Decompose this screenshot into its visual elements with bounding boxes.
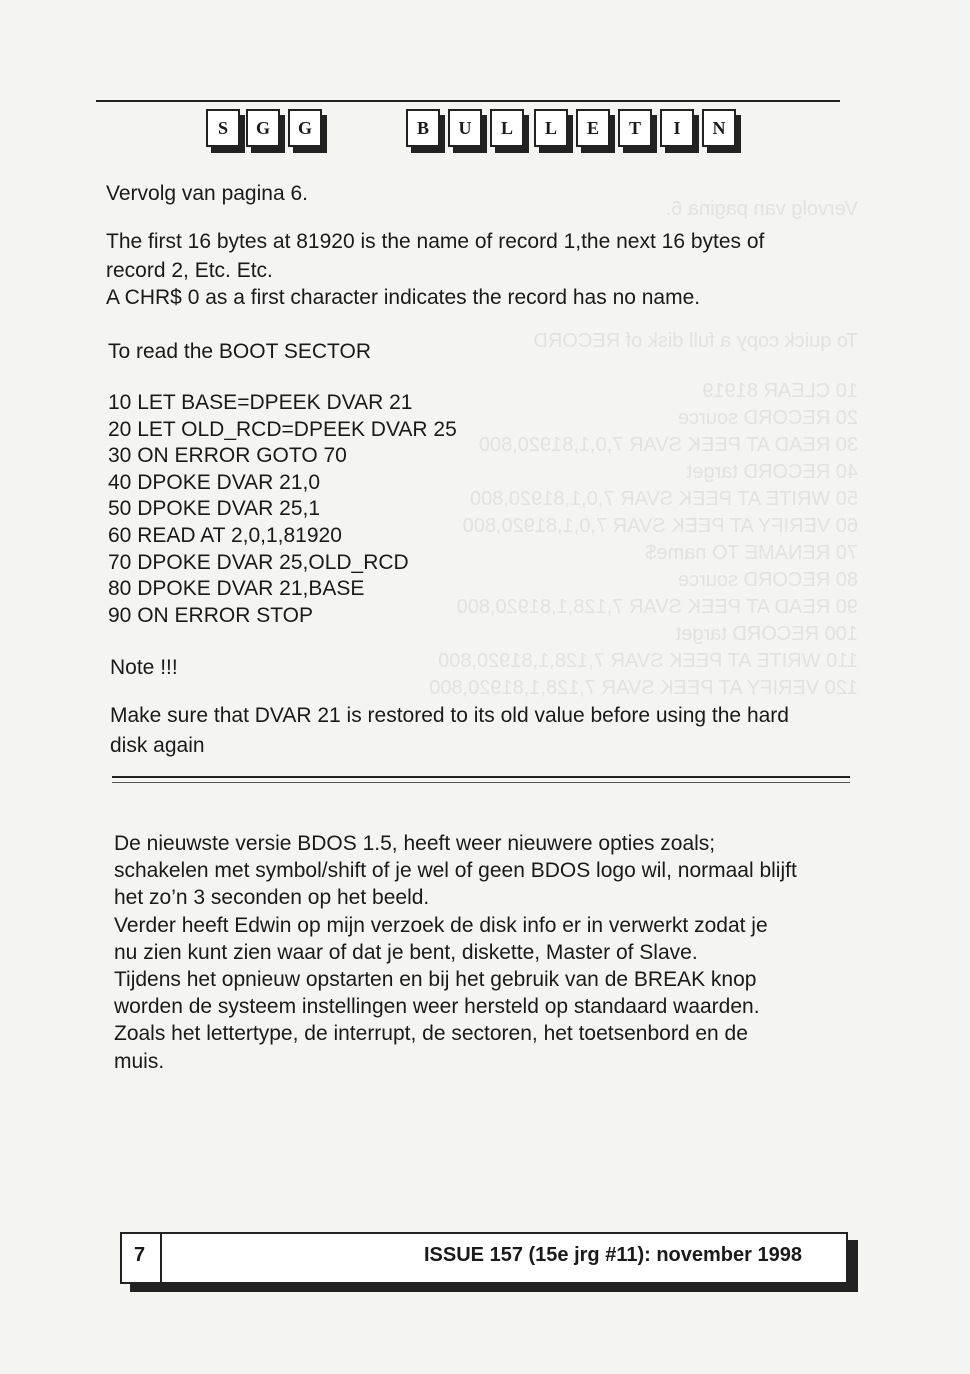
bleed-line: To quick copy a full disk of RECORD [533, 330, 858, 352]
bleed-line: 30 READ AT PEEK SVAR 7,0,1,81920,800 [478, 434, 858, 456]
note-heading: Note !!! [110, 656, 178, 679]
intro-line: Vervolg van pagina 6. [106, 182, 308, 205]
code-line: 90 ON ERROR STOP [108, 603, 313, 627]
footer-divider [160, 1234, 162, 1282]
code-line: 20 LET OLD_RCD=DPEEK DVAR 25 [108, 417, 457, 441]
warning-line1: Make sure that DVAR 21 is restored to its old value before using the hard [110, 704, 789, 727]
section-divider-thin [112, 782, 850, 783]
bleed-line: 10 CLEAR 81919 [702, 380, 858, 402]
masthead-letter-bulletin-6: I [660, 109, 694, 147]
para1-line1: The first 16 bytes at 81920 is the name of record 1,the next 16 bytes of [106, 230, 765, 253]
masthead [0, 103, 970, 163]
section-divider [112, 776, 850, 778]
masthead-letter-bulletin-0: B [406, 109, 440, 147]
code-line: 70 DPOKE DVAR 25,OLD_RCD [108, 550, 409, 574]
dutch-line: Tijdens het opnieuw opstarten en bij het gebruik van de BREAK knop [114, 968, 757, 991]
bleed-line: 40 RECORD target [686, 461, 858, 483]
bleed-line: 20 RECORD source [677, 407, 858, 429]
bleed-line: 80 RECORD source [677, 569, 858, 591]
para1-line3: A CHR$ 0 as a first character indicates the record has no name. [106, 286, 701, 309]
code-line: 50 DPOKE DVAR 25,1 [108, 497, 321, 521]
dutch-line: schakelen met symbol/shift of je wel of geen BDOS logo wil, normaal blijft [114, 859, 797, 883]
bleed-line: 110 WRITE AT PEEK SVAR 7,128,1,81920,800 [438, 650, 858, 672]
masthead-letter-bulletin-2: L [490, 109, 524, 147]
bleed-line: 50 WRITE AT PEEK SVAR 7,0,1,81920,800 [470, 488, 858, 510]
dutch-line: Zoals het lettertype, de interrupt, de sectoren, het toetsenbord en de [114, 1022, 748, 1046]
masthead-letter-sgg-1: G [246, 109, 280, 147]
masthead-letter-bulletin-7: N [702, 109, 736, 147]
bleed-line: 120 VERIFY AT PEEK SVAR 7,128,1,81920,800 [429, 677, 858, 699]
boot-heading: To read the BOOT SECTOR [108, 340, 371, 363]
masthead-letter-bulletin-5: T [618, 109, 652, 147]
dutch-line: nu zien kunt zien waar of dat je bent, diskette, Master of Slave. [114, 940, 698, 964]
issue-label: ISSUE 157 (15e jrg #11): november 1998 [424, 1244, 802, 1266]
header-rule [96, 100, 840, 102]
masthead-letter-bulletin-4: E [576, 109, 610, 147]
warning-line2: disk again [110, 734, 205, 757]
bleed-line: 100 RECORD target [675, 623, 858, 645]
code-line: 80 DPOKE DVAR 21,BASE [108, 577, 365, 601]
code-line: 40 DPOKE DVAR 21,0 [108, 470, 321, 494]
footer-box [120, 1232, 848, 1284]
page-number: 7 [134, 1244, 146, 1266]
dutch-line: worden de systeem instellingen weer hersteld op standaard waarden. [114, 995, 760, 1019]
dutch-line: Verder heeft Edwin op mijn verzoek de disk info er in verwerkt zodat je [114, 913, 768, 937]
bleed-line: 70 RENAME TO name$ [645, 542, 858, 564]
masthead-letter-sgg-0: S [206, 109, 240, 147]
code-line: 30 ON ERROR GOTO 70 [108, 444, 347, 468]
code-line: 10 LET BASE=DPEEK DVAR 21 [108, 391, 413, 414]
dutch-line: De nieuwste versie BDOS 1.5, heeft weer nieuwere opties zoals; [114, 832, 716, 855]
masthead-letter-bulletin-1: U [448, 109, 482, 147]
bleed-line: Vervolg van pagina 6. [665, 198, 858, 220]
dutch-line: muis. [114, 1049, 165, 1073]
code-line: 60 READ AT 2,0,1,81920 [108, 524, 342, 547]
masthead-letter-bulletin-3: L [534, 109, 568, 147]
dutch-line: het zo’n 3 seconden op het beeld. [114, 886, 430, 910]
para1-line2: record 2, Etc. Etc. [106, 259, 273, 282]
masthead-letter-sgg-2: G [288, 109, 322, 147]
bleed-line: 90 READ AT PEEK SVAR 7,128,1,81920,800 [456, 596, 858, 618]
bleed-line: 60 VERIFY AT PEEK SVAR 7,0,1,81920,800 [462, 515, 858, 537]
